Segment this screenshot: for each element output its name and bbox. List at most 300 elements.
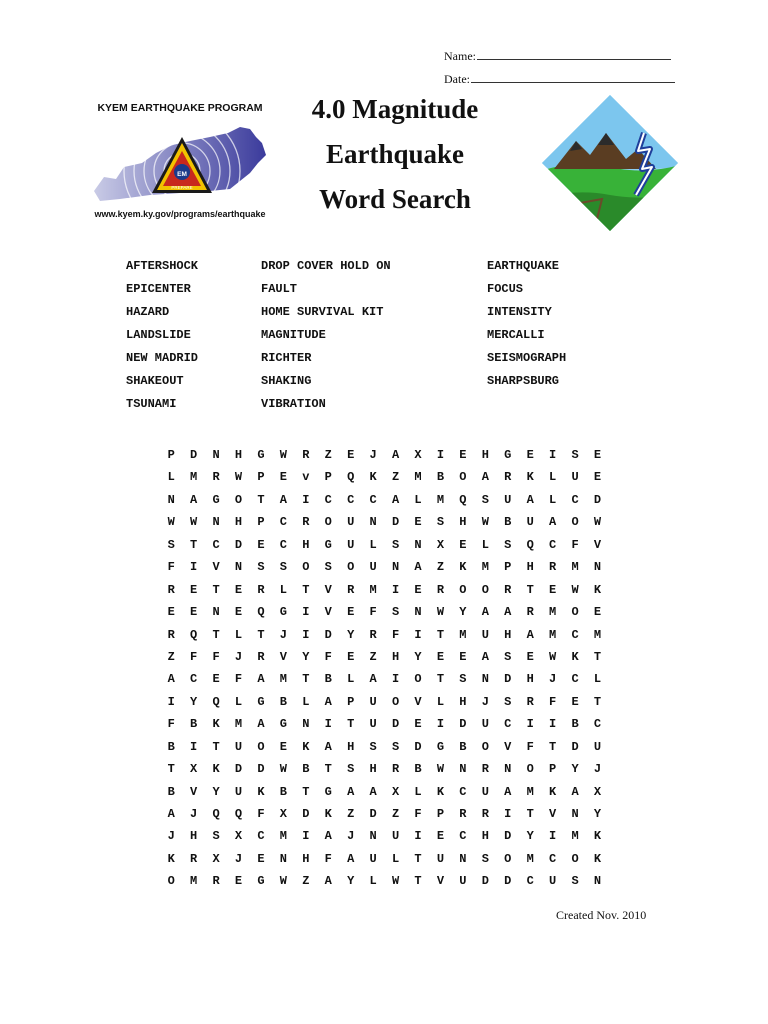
puzzle-letter[interactable]: F xyxy=(324,851,332,866)
puzzle-letter[interactable]: A xyxy=(257,717,265,732)
puzzle-letter[interactable]: R xyxy=(369,627,377,642)
puzzle-letter[interactable]: D xyxy=(593,492,602,507)
puzzle-letter[interactable]: P xyxy=(257,470,265,485)
puzzle-letter[interactable]: J xyxy=(549,672,557,687)
puzzle-letter[interactable]: R xyxy=(549,560,557,575)
puzzle-letter[interactable]: G xyxy=(324,784,332,799)
puzzle-letter[interactable]: L xyxy=(481,537,489,552)
puzzle-letter[interactable]: G xyxy=(279,717,287,732)
puzzle-letter[interactable]: U xyxy=(369,851,377,866)
puzzle-letter[interactable]: A xyxy=(526,492,534,507)
date-field[interactable] xyxy=(444,70,675,87)
puzzle-letter[interactable]: S xyxy=(481,851,489,866)
puzzle-letter[interactable]: W xyxy=(436,605,445,620)
puzzle-letter[interactable]: D xyxy=(414,739,422,754)
puzzle-letter[interactable]: F xyxy=(549,694,557,709)
puzzle-letter[interactable]: R xyxy=(459,807,467,821)
puzzle-letter[interactable]: H xyxy=(459,694,467,709)
puzzle-letter[interactable]: V xyxy=(190,784,198,799)
puzzle-letter[interactable]: R xyxy=(212,874,220,889)
puzzle-letter[interactable]: T xyxy=(212,627,220,642)
puzzle-letter[interactable]: F xyxy=(212,649,220,664)
puzzle-letter[interactable]: K xyxy=(436,784,445,799)
puzzle-letter[interactable]: E xyxy=(526,448,534,462)
puzzle-letter[interactable]: H xyxy=(526,672,534,687)
puzzle-letter[interactable]: E xyxy=(549,582,557,597)
puzzle-letter[interactable]: K xyxy=(593,851,602,866)
puzzle-letter[interactable]: O xyxy=(257,739,265,754)
puzzle-letter[interactable]: I xyxy=(504,807,512,821)
puzzle-letter[interactable]: Z xyxy=(391,807,400,821)
puzzle-letter[interactable]: U xyxy=(391,829,400,844)
puzzle-letter[interactable]: T xyxy=(324,762,332,777)
puzzle-letter[interactable]: S xyxy=(481,492,489,507)
puzzle-letter[interactable]: H xyxy=(369,762,377,777)
puzzle-letter[interactable]: M xyxy=(234,717,243,732)
puzzle-letter[interactable]: B xyxy=(324,672,332,687)
puzzle-letter[interactable]: E xyxy=(279,739,287,754)
puzzle-letter[interactable]: I xyxy=(549,448,557,462)
puzzle-letter[interactable]: F xyxy=(190,649,198,664)
puzzle-letter[interactable]: W xyxy=(391,874,400,889)
puzzle-letter[interactable]: N xyxy=(369,829,377,844)
puzzle-letter[interactable]: S xyxy=(369,739,377,754)
puzzle-letter[interactable]: Q xyxy=(347,470,355,485)
puzzle-letter[interactable]: W xyxy=(571,582,579,597)
puzzle-letter[interactable]: E xyxy=(571,694,579,709)
puzzle-letter[interactable]: O xyxy=(504,851,512,866)
puzzle-letter[interactable]: K xyxy=(369,470,377,485)
puzzle-letter[interactable]: L xyxy=(549,470,557,485)
puzzle-letter[interactable]: C xyxy=(279,537,287,552)
puzzle-letter[interactable]: A xyxy=(369,672,377,687)
puzzle-letter[interactable]: C xyxy=(526,874,534,889)
puzzle-letter[interactable]: O xyxy=(571,605,579,620)
puzzle-letter[interactable]: E xyxy=(414,582,422,597)
puzzle-letter[interactable]: L xyxy=(549,492,557,507)
puzzle-letter[interactable]: K xyxy=(593,582,602,597)
puzzle-letter[interactable]: K xyxy=(526,470,534,485)
puzzle-letter[interactable]: F xyxy=(257,807,265,821)
puzzle-letter[interactable]: J xyxy=(347,829,355,844)
puzzle-letter[interactable]: S xyxy=(391,739,400,754)
puzzle-letter[interactable]: T xyxy=(257,627,265,642)
puzzle-letter[interactable]: S xyxy=(459,672,467,687)
puzzle-letter[interactable]: M xyxy=(279,829,287,844)
name-field[interactable] xyxy=(444,47,671,64)
puzzle-letter[interactable]: M xyxy=(481,560,489,575)
puzzle-letter[interactable]: X xyxy=(436,537,445,552)
puzzle-letter[interactable]: Q xyxy=(257,605,265,620)
puzzle-letter[interactable]: H xyxy=(234,515,243,530)
puzzle-letter[interactable]: S xyxy=(391,537,400,552)
puzzle-letter[interactable]: M xyxy=(571,829,579,844)
puzzle-letter[interactable]: E xyxy=(257,537,265,552)
puzzle-letter[interactable]: U xyxy=(436,851,445,866)
puzzle-letter[interactable]: X xyxy=(212,851,220,866)
puzzle-letter[interactable]: T xyxy=(526,582,534,597)
puzzle-letter[interactable]: J xyxy=(167,829,175,844)
puzzle-letter[interactable]: U xyxy=(593,739,602,754)
puzzle-letter[interactable]: H xyxy=(504,627,512,642)
puzzle-letter[interactable]: E xyxy=(212,672,220,687)
puzzle-letter[interactable]: I xyxy=(302,829,310,844)
puzzle-letter[interactable]: C xyxy=(347,492,355,507)
puzzle-letter[interactable]: O xyxy=(347,560,355,575)
puzzle-letter[interactable]: N xyxy=(369,515,377,530)
puzzle-letter[interactable]: E xyxy=(257,851,265,866)
puzzle-letter[interactable]: H xyxy=(302,851,310,866)
puzzle-letter[interactable]: E xyxy=(190,605,198,620)
puzzle-letter[interactable]: M xyxy=(571,560,579,575)
puzzle-letter[interactable]: B xyxy=(167,739,175,754)
puzzle-letter[interactable]: Y xyxy=(526,829,534,844)
puzzle-letter[interactable]: S xyxy=(212,829,220,844)
puzzle-letter[interactable]: T xyxy=(593,649,602,664)
puzzle-letter[interactable]: V xyxy=(324,582,332,597)
puzzle-letter[interactable]: F xyxy=(167,717,175,732)
puzzle-letter[interactable]: S xyxy=(279,560,287,575)
puzzle-letter[interactable]: R xyxy=(190,851,198,866)
puzzle-letter[interactable]: W xyxy=(481,515,489,530)
puzzle-letter[interactable]: M xyxy=(414,470,422,485)
puzzle-letter[interactable]: N xyxy=(167,492,175,507)
puzzle-letter[interactable]: Z xyxy=(436,560,445,575)
puzzle-letter[interactable]: D xyxy=(369,807,377,821)
puzzle-letter[interactable]: P xyxy=(504,560,512,575)
puzzle-letter[interactable]: R xyxy=(504,582,512,597)
puzzle-letter[interactable]: V xyxy=(593,537,602,552)
puzzle-letter[interactable]: O xyxy=(459,582,467,597)
puzzle-letter[interactable]: H xyxy=(481,448,489,462)
puzzle-letter[interactable]: R xyxy=(167,582,175,597)
puzzle-letter[interactable]: B xyxy=(302,762,310,777)
puzzle-letter[interactable]: R xyxy=(212,470,220,485)
puzzle-letter[interactable]: Q xyxy=(212,807,220,821)
puzzle-letter[interactable]: R xyxy=(526,605,534,620)
puzzle-letter[interactable]: Y xyxy=(347,627,355,642)
puzzle-letter[interactable]: E xyxy=(279,470,287,485)
puzzle-letter[interactable]: T xyxy=(414,851,422,866)
puzzle-letter[interactable]: Y xyxy=(190,694,198,709)
puzzle-letter[interactable]: P xyxy=(347,694,355,709)
puzzle-letter[interactable]: E xyxy=(347,448,355,462)
puzzle-letter[interactable]: C xyxy=(459,829,467,844)
puzzle-letter[interactable]: M xyxy=(190,470,198,485)
puzzle-letter[interactable]: N xyxy=(302,717,310,732)
puzzle-letter[interactable]: B xyxy=(504,515,512,530)
puzzle-letter[interactable]: B xyxy=(571,717,579,732)
puzzle-letter[interactable]: Z xyxy=(167,649,175,664)
puzzle-letter[interactable]: C xyxy=(549,537,557,552)
puzzle-letter[interactable]: C xyxy=(571,627,579,642)
puzzle-letter[interactable]: F xyxy=(391,627,400,642)
puzzle-letter[interactable]: Q xyxy=(459,492,467,507)
puzzle-letter[interactable]: C xyxy=(279,515,287,530)
puzzle-letter[interactable]: I xyxy=(414,627,422,642)
puzzle-letter[interactable]: Y xyxy=(571,762,579,777)
puzzle-letter[interactable]: W xyxy=(167,515,175,530)
puzzle-letter[interactable]: J xyxy=(369,448,377,462)
puzzle-letter[interactable]: A xyxy=(549,515,557,530)
puzzle-letter[interactable]: Z xyxy=(391,470,400,485)
puzzle-letter[interactable]: A xyxy=(279,492,287,507)
puzzle-letter[interactable]: X xyxy=(234,829,243,844)
puzzle-letter[interactable]: A xyxy=(324,829,332,844)
puzzle-letter[interactable]: C xyxy=(369,492,377,507)
puzzle-letter[interactable]: K xyxy=(302,739,310,754)
puzzle-letter[interactable]: I xyxy=(324,717,332,732)
puzzle-letter[interactable]: A xyxy=(190,492,198,507)
puzzle-letter[interactable]: G xyxy=(257,694,265,709)
puzzle-letter[interactable]: O xyxy=(324,515,332,530)
puzzle-letter[interactable]: L xyxy=(167,470,175,485)
puzzle-letter[interactable]: E xyxy=(234,605,243,620)
puzzle-letter[interactable]: A xyxy=(167,672,175,687)
puzzle-letter[interactable]: L xyxy=(369,537,377,552)
puzzle-letter[interactable]: A xyxy=(391,448,400,462)
puzzle-letter[interactable]: K xyxy=(459,560,467,575)
puzzle-letter[interactable]: D xyxy=(504,672,512,687)
puzzle-letter[interactable]: D xyxy=(234,537,243,552)
puzzle-letter[interactable]: E xyxy=(190,582,198,597)
puzzle-letter[interactable]: A xyxy=(167,807,175,821)
puzzle-letter[interactable]: K xyxy=(571,649,579,664)
puzzle-letter[interactable]: T xyxy=(347,717,355,732)
puzzle-letter[interactable]: L xyxy=(279,582,287,597)
puzzle-letter[interactable]: Z xyxy=(302,874,310,889)
puzzle-letter[interactable]: F xyxy=(324,649,332,664)
puzzle-letter[interactable]: H xyxy=(481,829,489,844)
puzzle-letter[interactable]: I xyxy=(549,717,557,732)
puzzle-letter[interactable]: C xyxy=(549,851,557,866)
puzzle-letter[interactable]: D xyxy=(459,717,467,732)
puzzle-letter[interactable]: B xyxy=(414,762,422,777)
puzzle-letter[interactable]: N xyxy=(593,874,602,889)
puzzle-letter[interactable]: K xyxy=(212,717,220,732)
puzzle-letter[interactable]: V xyxy=(279,649,287,664)
puzzle-letter[interactable]: X xyxy=(279,807,287,821)
puzzle-letter[interactable]: D xyxy=(504,829,512,844)
puzzle-letter[interactable]: P xyxy=(167,448,175,462)
puzzle-letter[interactable]: W xyxy=(549,649,557,664)
puzzle-letter[interactable]: N xyxy=(504,762,512,777)
puzzle-letter[interactable]: E xyxy=(414,515,422,530)
puzzle-letter[interactable]: D xyxy=(190,448,198,462)
puzzle-letter[interactable]: S xyxy=(257,560,265,575)
puzzle-letter[interactable]: U xyxy=(234,784,243,799)
puzzle-letter[interactable]: G xyxy=(212,492,220,507)
puzzle-letter[interactable]: I xyxy=(526,717,534,732)
puzzle-letter[interactable]: W xyxy=(593,515,602,530)
puzzle-letter[interactable]: H xyxy=(234,448,243,462)
puzzle-letter[interactable]: V xyxy=(436,874,445,889)
name-line[interactable] xyxy=(477,47,671,60)
puzzle-letter[interactable]: K xyxy=(549,784,557,799)
puzzle-letter[interactable]: A xyxy=(571,784,579,799)
puzzle-letter[interactable]: M xyxy=(526,851,534,866)
puzzle-letter[interactable]: Y xyxy=(212,784,220,799)
puzzle-letter[interactable]: N xyxy=(459,851,467,866)
puzzle-letter[interactable]: L xyxy=(414,784,422,799)
puzzle-letter[interactable]: S xyxy=(347,762,355,777)
puzzle-letter[interactable]: J xyxy=(234,851,243,866)
puzzle-letter[interactable]: T xyxy=(593,694,602,709)
puzzle-letter[interactable]: U xyxy=(571,470,579,485)
puzzle-letter[interactable]: J xyxy=(190,807,198,821)
puzzle-letter[interactable]: E xyxy=(436,829,445,844)
puzzle-letter[interactable]: C xyxy=(571,492,579,507)
puzzle-letter[interactable]: I xyxy=(302,605,310,620)
puzzle-letter[interactable]: N xyxy=(212,515,220,530)
puzzle-letter[interactable]: O xyxy=(459,470,467,485)
puzzle-letter[interactable]: L xyxy=(234,627,243,642)
puzzle-letter[interactable]: V xyxy=(414,694,422,709)
puzzle-letter[interactable]: E xyxy=(347,605,355,620)
puzzle-letter[interactable]: M xyxy=(593,627,602,642)
puzzle-letter[interactable]: U xyxy=(369,560,377,575)
puzzle-letter[interactable]: N xyxy=(391,560,400,575)
puzzle-letter[interactable]: A xyxy=(526,627,534,642)
puzzle-letter[interactable]: S xyxy=(504,649,512,664)
puzzle-letter[interactable]: M xyxy=(549,605,557,620)
puzzle-letter[interactable]: C xyxy=(212,537,220,552)
puzzle-letter[interactable]: T xyxy=(302,672,310,687)
puzzle-letter[interactable]: I xyxy=(302,627,310,642)
puzzle-letter[interactable]: F xyxy=(234,672,243,687)
puzzle-letter[interactable]: E xyxy=(347,649,355,664)
puzzle-letter[interactable]: P xyxy=(257,515,265,530)
puzzle-letter[interactable]: M xyxy=(459,627,467,642)
puzzle-letter[interactable]: Q xyxy=(190,627,198,642)
puzzle-letter[interactable]: S xyxy=(436,515,445,530)
puzzle-letter[interactable]: R xyxy=(436,582,445,597)
puzzle-letter[interactable]: L xyxy=(436,694,445,709)
puzzle-letter[interactable]: A xyxy=(504,784,512,799)
puzzle-letter[interactable]: J xyxy=(279,627,287,642)
puzzle-letter[interactable]: Q xyxy=(212,694,220,709)
puzzle-letter[interactable]: D xyxy=(504,874,512,889)
puzzle-letter[interactable]: R xyxy=(504,470,512,485)
puzzle-letter[interactable]: Q xyxy=(234,807,243,821)
puzzle-letter[interactable]: A xyxy=(369,784,377,799)
puzzle-letter[interactable]: A xyxy=(324,694,332,709)
puzzle-letter[interactable]: Q xyxy=(526,537,534,552)
puzzle-letter[interactable]: N xyxy=(571,807,579,821)
puzzle-letter[interactable]: F xyxy=(167,560,175,575)
puzzle-letter[interactable]: C xyxy=(190,672,198,687)
puzzle-letter[interactable]: B xyxy=(459,739,467,754)
puzzle-letter[interactable]: W xyxy=(279,762,287,777)
puzzle-letter[interactable]: B xyxy=(279,694,287,709)
puzzle-letter[interactable]: W xyxy=(436,762,445,777)
puzzle-letter[interactable]: P xyxy=(436,807,445,821)
puzzle-letter[interactable]: H xyxy=(347,739,355,754)
puzzle-letter[interactable]: N xyxy=(279,851,287,866)
puzzle-letter[interactable]: U xyxy=(347,515,355,530)
puzzle-letter[interactable]: R xyxy=(257,582,265,597)
puzzle-letter[interactable]: U xyxy=(526,515,534,530)
puzzle-letter[interactable]: N xyxy=(414,605,422,620)
puzzle-letter[interactable]: D xyxy=(571,739,579,754)
puzzle-letter[interactable]: A xyxy=(481,605,489,620)
puzzle-letter[interactable]: D xyxy=(302,807,310,821)
puzzle-letter[interactable]: U xyxy=(481,717,489,732)
puzzle-letter[interactable]: A xyxy=(324,874,332,889)
puzzle-letter[interactable]: B xyxy=(190,717,198,732)
puzzle-letter[interactable]: M xyxy=(279,672,287,687)
puzzle-letter[interactable]: D xyxy=(391,717,400,732)
puzzle-letter[interactable]: E xyxy=(234,874,243,889)
puzzle-letter[interactable]: L xyxy=(391,851,400,866)
puzzle-letter[interactable]: A xyxy=(257,672,265,687)
puzzle-letter[interactable]: B xyxy=(436,470,445,485)
puzzle-letter[interactable]: T xyxy=(526,807,534,821)
puzzle-letter[interactable]: T xyxy=(436,672,445,687)
puzzle-letter[interactable]: T xyxy=(212,582,220,597)
puzzle-letter[interactable]: L xyxy=(414,492,422,507)
puzzle-letter[interactable]: R xyxy=(257,649,265,664)
puzzle-letter[interactable]: Y xyxy=(593,807,602,821)
puzzle-letter[interactable]: X xyxy=(593,784,602,799)
puzzle-letter[interactable]: U xyxy=(347,537,355,552)
puzzle-letter[interactable]: D xyxy=(391,515,400,530)
puzzle-letter[interactable]: T xyxy=(549,739,557,754)
puzzle-letter[interactable]: E xyxy=(234,582,243,597)
puzzle-letter[interactable]: T xyxy=(212,739,220,754)
puzzle-letter[interactable]: I xyxy=(436,717,445,732)
puzzle-letter[interactable]: v xyxy=(302,470,310,485)
puzzle-letter[interactable]: Z xyxy=(347,807,355,821)
puzzle-letter[interactable]: A xyxy=(481,470,489,485)
puzzle-letter[interactable]: D xyxy=(481,874,489,889)
puzzle-letter[interactable]: G xyxy=(279,605,287,620)
puzzle-letter[interactable]: O xyxy=(302,560,310,575)
puzzle-letter[interactable]: S xyxy=(324,560,332,575)
puzzle-letter[interactable]: I xyxy=(167,694,175,709)
puzzle-letter[interactable]: F xyxy=(414,807,422,821)
puzzle-letter[interactable]: U xyxy=(481,784,489,799)
puzzle-letter[interactable]: O xyxy=(481,582,489,597)
puzzle-letter[interactable]: J xyxy=(234,649,243,664)
puzzle-letter[interactable]: W xyxy=(279,448,287,462)
puzzle-letter[interactable]: E xyxy=(414,717,422,732)
puzzle-letter[interactable]: G xyxy=(436,739,445,754)
puzzle-letter[interactable]: H xyxy=(526,560,534,575)
puzzle-letter[interactable]: O xyxy=(571,515,579,530)
puzzle-letter[interactable]: R xyxy=(526,694,534,709)
puzzle-letter[interactable]: C xyxy=(571,672,579,687)
puzzle-letter[interactable]: K xyxy=(257,784,265,799)
puzzle-letter[interactable]: M xyxy=(436,492,445,507)
puzzle-letter[interactable]: Y xyxy=(414,649,422,664)
puzzle-letter[interactable]: F xyxy=(571,537,579,552)
puzzle-letter[interactable]: G xyxy=(257,448,265,462)
puzzle-letter[interactable]: N xyxy=(212,448,220,462)
puzzle-letter[interactable]: S xyxy=(167,537,175,552)
puzzle-letter[interactable]: M xyxy=(549,627,557,642)
puzzle-letter[interactable]: Z xyxy=(369,649,377,664)
puzzle-letter[interactable]: K xyxy=(324,807,332,821)
puzzle-letter[interactable]: H xyxy=(302,537,310,552)
puzzle-letter[interactable]: M xyxy=(190,874,198,889)
puzzle-letter[interactable]: T xyxy=(414,874,422,889)
puzzle-letter[interactable]: S xyxy=(504,694,512,709)
puzzle-letter[interactable]: I xyxy=(414,829,422,844)
puzzle-letter[interactable]: T xyxy=(167,762,175,777)
puzzle-letter[interactable]: E xyxy=(526,649,534,664)
puzzle-letter[interactable]: S xyxy=(391,605,400,620)
